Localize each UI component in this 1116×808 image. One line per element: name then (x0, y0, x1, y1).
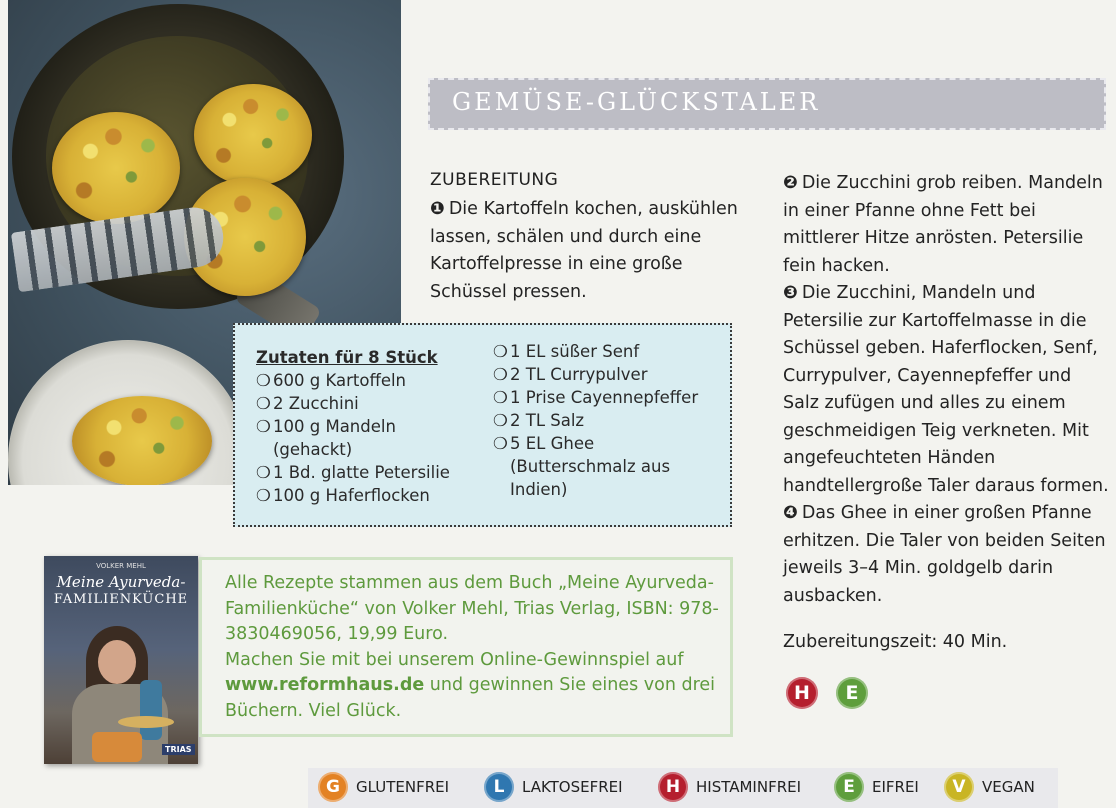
legend-item-glutenfrei (318, 772, 449, 802)
promo-contest-pre: Machen Sie mit bei unserem Online-Gewinnspiel auf (225, 649, 684, 670)
step-1 (430, 196, 748, 306)
promo-contest-post: und gewinnen Sie eines von drei Büchern. Viel Glück. (225, 675, 716, 721)
ingredient-text: 1 EL süßer Senf (510, 342, 640, 361)
ingredient-item (256, 392, 481, 415)
author-face (98, 640, 136, 684)
legend-label: VEGAN (982, 778, 1035, 796)
cover-pot (92, 732, 142, 762)
step-3 (783, 280, 1109, 500)
ingredient-item (493, 409, 728, 432)
bullet-icon: ❍ (493, 342, 508, 361)
veggie-patty (72, 396, 212, 485)
bullet-icon: ❍ (493, 434, 508, 453)
ingredient-text: 2 TL Salz (510, 411, 585, 430)
legend-item-vegan (944, 772, 1035, 802)
vegan-icon: V (944, 772, 974, 802)
ingredient-text: 1 Bd. glatte Petersilie (273, 463, 450, 482)
bullet-icon: ❍ (256, 371, 271, 390)
book-cover (44, 556, 198, 764)
histaminfrei-icon: H (658, 772, 688, 802)
book-author: VOLKER MEHL (96, 562, 146, 570)
step-2 (783, 170, 1109, 280)
ingredient-text: 2 Zucchini (273, 394, 359, 413)
step-text: Die Kartoffeln kochen, auskühlen lassen, schälen und durch eine Kartoffelpresse in eine große Schüssel pressen. (430, 199, 738, 302)
author-scarf (140, 680, 162, 740)
ingredient-text: 100 g Haferflocken (273, 486, 430, 505)
ingredient-item (256, 461, 481, 484)
ingredient-item (493, 363, 728, 386)
book-title-line-1: Meine Ayurveda- (56, 573, 186, 591)
bullet-icon: ❍ (493, 411, 508, 430)
preparation-time: Zubereitungszeit: 40 Min. (783, 632, 1008, 652)
step-number: ❷ (783, 173, 798, 193)
step-number: ❹ (783, 503, 798, 523)
promo-source: Alle Rezepte stammen aus dem Buch „Meine Ayurveda-Familienküche“ von Volker Mehl, Trias Verlag, ISBN: 978-3830469056, 19,99 Euro. (225, 573, 719, 644)
ingredient-text: 2 TL Currypulver (510, 365, 648, 384)
step-text: Die Zucchini grob reiben. Mandeln in einer Pfanne ohne Fett bei mittlerer Hitze anrösten. Petersilie fein hacken. (783, 173, 1103, 276)
ingredient-item (256, 369, 481, 392)
bullet-icon: ❍ (256, 486, 271, 505)
ingredient-item (493, 386, 728, 409)
preparation-heading: ZUBEREITUNG (430, 170, 559, 190)
bullet-icon: ❍ (493, 365, 508, 384)
histaminfrei-badge-icon: H (786, 677, 818, 709)
bullet-icon: ❍ (256, 417, 271, 436)
ingredient-item (493, 432, 728, 501)
ingredient-item (493, 340, 728, 363)
laktosefrei-icon: L (484, 772, 514, 802)
legend-item-histaminfrei (658, 772, 801, 802)
ingredient-text: 100 g Mandeln (gehackt) (273, 417, 396, 459)
eifrei-icon: E (834, 772, 864, 802)
reformhaus-link[interactable]: www.reformhaus.de (225, 675, 425, 695)
legend-item-laktosefrei (484, 772, 623, 802)
ingredient-item (256, 484, 481, 507)
veggie-patty (194, 84, 312, 186)
ingredients-title: Zutaten für 8 Stück (256, 348, 438, 367)
cover-pan (118, 716, 174, 728)
step-4 (783, 500, 1109, 610)
ingredient-text: 5 EL Ghee (Butterschmalz aus Indien) (510, 434, 671, 499)
step-number: ❸ (783, 283, 798, 303)
veggie-patty (52, 112, 180, 224)
bullet-icon: ❍ (493, 388, 508, 407)
book-title-line-2: FAMILIENKÜCHE (53, 592, 189, 607)
ingredients-column-1 (256, 346, 481, 507)
ingredient-item (256, 415, 481, 461)
legend-label: LAKTOSEFREI (522, 778, 623, 796)
legend-label: EIFREI (872, 778, 919, 796)
step-text: Die Zucchini, Mandeln und Petersilie zur Kartoffelmasse in die Schüssel geben. Haferflocken, Senf, Currypulver, Cayennepfeffer und Salz zufügen und alles zu einem geschmeidigen Teig verkneten. Mit angefeuchteten Händen handtellergroße Taler daraus formen. (783, 283, 1109, 496)
glutenfrei-icon: G (318, 772, 348, 802)
step-number: ❶ (430, 199, 445, 219)
legend-label: HISTAMINFREI (696, 778, 802, 796)
step-text: Das Ghee in einer großen Pfanne erhitzen. Die Taler von beiden Seiten jeweils 3–4 Min. goldgelb darin ausbacken. (783, 503, 1106, 606)
bullet-icon: ❍ (256, 463, 271, 482)
recipe-title: GEMÜSE-GLÜCKSTALER (452, 88, 821, 116)
ingredient-text: 1 Prise Cayennepfeffer (510, 388, 699, 407)
ingredients-column-2 (493, 340, 728, 501)
eifrei-badge-icon: E (836, 677, 868, 709)
promo-text (225, 571, 725, 724)
preparation-column-2 (783, 170, 1109, 610)
legend-label: GLUTENFREI (356, 778, 450, 796)
bullet-icon: ❍ (256, 394, 271, 413)
publisher-badge: TRIAS (162, 744, 195, 755)
ingredient-text: 600 g Kartoffeln (273, 371, 407, 390)
legend-item-eifrei (834, 772, 919, 802)
